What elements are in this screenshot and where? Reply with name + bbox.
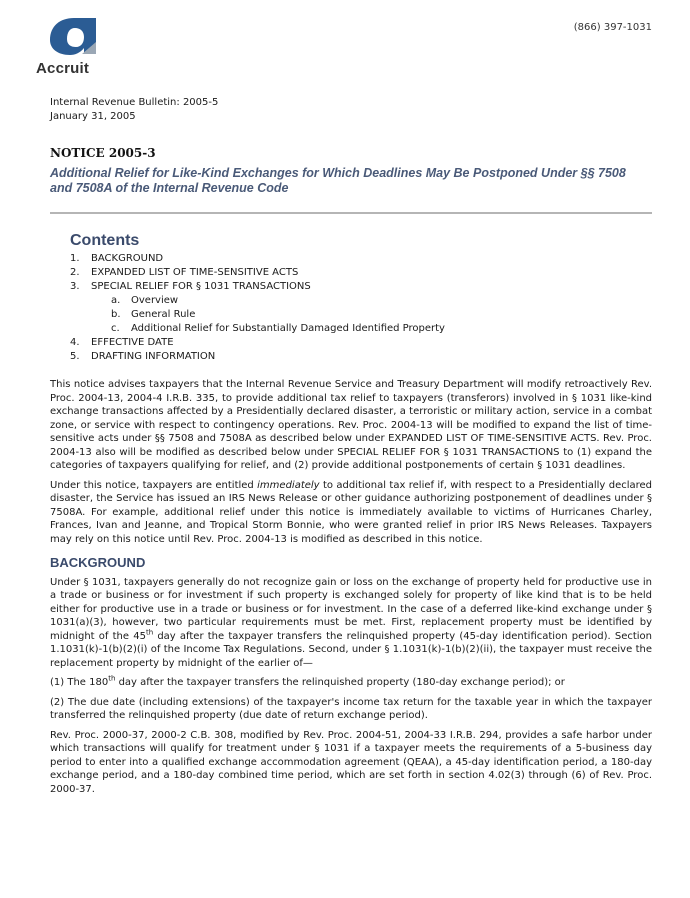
accruit-logo-icon — [46, 14, 102, 58]
notice-title: NOTICE 2005-3 — [50, 146, 156, 160]
toc-item: 5. DRAFTING INFORMATION — [70, 351, 216, 362]
bulletin-info — [50, 96, 218, 124]
notice-body — [50, 378, 652, 802]
paragraph: Under this notice, taxpayers are entitled immediately to additional tax relief if, with respect to a Presidentially declared disaster, the Service has issued an IRS News Release or other guidance authorizing postponement of deadlines under § 7508A. For example, additional relief under this notice is immediately available to victims of Hurricanes Charley, Frances, Ivan and Jeanne, and Tropical Storm Bonnie, who were granted relief in prior IRS News Releases. Taxpayers may rely on this notice until Rev. Proc. 2004-13 is modified as described in this notice. — [50, 479, 653, 545]
toc-item: 4. EFFECTIVE DATE — [70, 337, 174, 348]
bulletin-number: Internal Revenue Bulletin: 2005-5 — [50, 97, 219, 108]
background-heading: BACKGROUND — [50, 555, 146, 570]
phone-number: (866) 397-1031 — [573, 22, 652, 33]
table-of-contents — [70, 252, 445, 364]
paragraph: Under § 1031, taxpayers generally do not recognize gain or loss on the exchange of property held for productive use in a trade or business or for investment if such property is exchanged solely for property of like kind that is to be held either for productive use in a trade or business or for investment. In the case of a deferred like-kind exchange under § 1031(a)(3), however, two particular requirements must be met. First, replacement property must be identified by midnight of the 45th day after the taxpayer transfers the relinquished property (45-day identification period). Section 1.1031(k)-1(b)(2)(i) of the Income Tax Regulations. Second, under § 1.1031(k)-1(b)(2)(ii), the taxpayer must receive the replacement property by midnight of the earlier of— — [50, 576, 653, 669]
paragraph: This notice advises taxpayers that the Internal Revenue Service and Treasury Department will modify retroactively Rev. Proc. 2004-13, 2004-4 I.R.B. 335, to provide additional tax relief to taxpayers (transferors) involved in § 1031 like-kind exchange transactions affected by a Presidentially declared disaster, a terroristic or military action, service in a combat zone, or service with respect to contingency operations. Rev. Proc. 2004-13 will be modified to expand the list of time-sensitive acts under §§ 7508 and 7508A as described below under EXPANDED LIST OF TIME-SENSITIVE ACTS. Rev. Proc. 2004-13 also will be modified as described below under SPECIAL RELIEF FOR § 1031 TRANSACTIONS to (1) expand the categories of taxpayers qualifying for relief, and (2) provide additional postponements of certain § 1031 deadlines. — [50, 379, 652, 471]
paragraph: (2) The due date (including extensions) of the taxpayer's income tax return for the taxable year in which the taxpayer transferred the relinquished property (due date of return exchange period). — [50, 696, 652, 721]
accruit-logo — [36, 14, 112, 77]
paragraph: Rev. Proc. 2000-37, 2000-2 C.B. 308, modified by Rev. Proc. 2004-51, 2004-33 I.R.B. 294, provides a safe harbor under which transactions will qualify for treatment under § 1031 if a taxpayer meets the requirements of a 5-business day period to enter into a qualified exchange accommodation agreement (QEAA), a 45-day identification period, a 180-day exchange period, and a 180-day combined time period, which are set forth in section 4.02(3) through (6) of Rev. Proc. 2000-37. — [50, 729, 652, 795]
contents-heading: Contents — [70, 232, 140, 249]
toc-subitem: c. Additional Relief for Substantially Damaged Identified Property — [111, 323, 445, 333]
toc-subitem: b. General Rule — [111, 309, 196, 320]
toc-item: 2. EXPANDED LIST OF TIME-SENSITIVE ACTS — [70, 267, 299, 278]
toc-subitem: a. Overview — [111, 295, 179, 306]
bulletin-date: January 31, 2005 — [50, 111, 136, 122]
toc-item: 3. SPECIAL RELIEF FOR § 1031 TRANSACTIONS — [70, 281, 311, 292]
divider — [50, 212, 652, 214]
paragraph: (1) The 180th day after the taxpayer transfers the relinquished property (180-day exchange period); or — [50, 674, 565, 688]
toc-item: 1. BACKGROUND — [70, 253, 164, 264]
logo-text: Accruit — [36, 60, 90, 77]
notice-subtitle: Additional Relief for Like-Kind Exchanges for Which Deadlines May Be Postponed Under §§ 7508 and 7508A of the Internal Revenue Code — [50, 166, 626, 195]
